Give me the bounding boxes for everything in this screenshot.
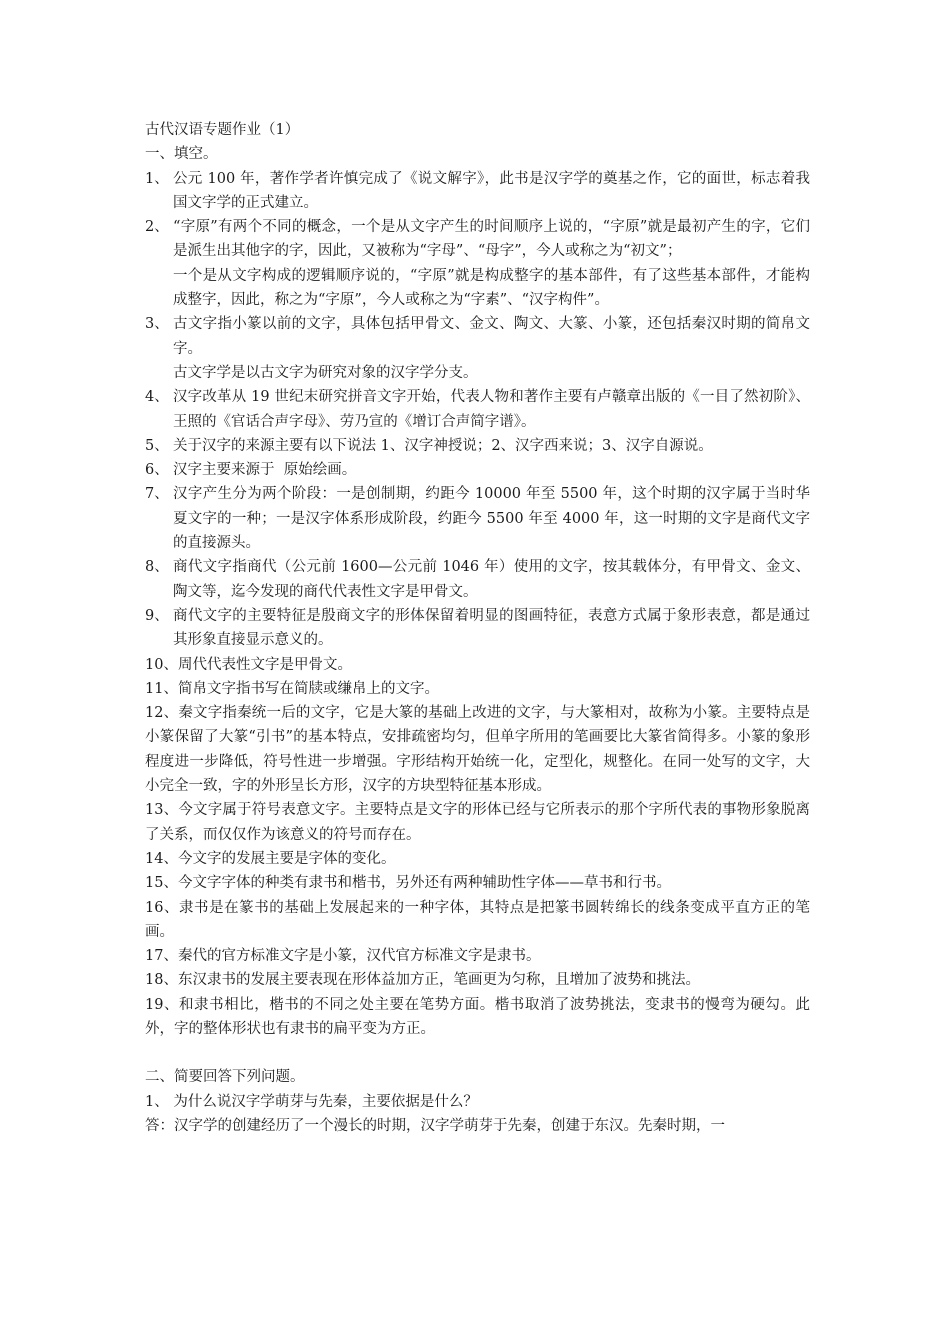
list-item-13: 13、今文字属于符号表意文字。主要特点是文字的形体已经与它所表示的那个字所代表的事物形象脱离了关系，而仅仅作为该意义的符号而存在。 <box>145 802 810 843</box>
document-title: 古代汉语专题作业（1） <box>145 122 300 138</box>
item-number: 6、 <box>145 462 169 479</box>
item-text: 关于汉字的来源主要有以下说法 1、汉字神授说；2、汉字西来说；3、汉字自源说。 <box>173 437 713 454</box>
item-number: 5、 <box>145 437 169 454</box>
list-item-14: 14、今文字的发展主要是字体的变化。 <box>145 850 396 867</box>
list-item <box>145 312 810 385</box>
list-item <box>145 385 810 434</box>
item-number: 9、 <box>145 607 169 624</box>
list-item <box>145 215 810 312</box>
item-number: 4、 <box>145 389 169 406</box>
list-item <box>145 458 810 482</box>
item-text: 汉字主要来源于 原始绘画。 <box>173 462 357 479</box>
document-page <box>145 118 810 1138</box>
list-item-10: 10、周代代表性文字是甲骨文。 <box>145 656 352 673</box>
list-item <box>145 434 810 458</box>
item-text: 一个是从文字构成的逻辑顺序说的，“字原”就是构成整字的基本部件，有了这些基本部件，才能构成整字，因此，称之为“字原”，今人或称之为“字素”、“汉字构件”。 <box>173 267 810 309</box>
item-number: 3、 <box>145 316 169 333</box>
list-item-12: 12、秦文字指秦统一后的文字，它是大篆的基础上改进的文字，与大篆相对，故称为小篆。主要特点是小篆保留了大篆“引书”的基本特点，安排疏密均匀，但单字所用的笔画要比大篆省简得多。小篆的象形程度进一步降低，符号性进一步增强。字形结构开始统一化，定型化，规整化。在同一处写的文字，大小完全一致，字的外形呈长方形，汉字的方块型特征基本形成。 <box>145 705 810 795</box>
section-2-heading: 二、简要回答下列问题。 <box>145 1069 305 1086</box>
list-item-17: 17、秦代的官方标准文字是小篆，汉代官方标准文字是隶书。 <box>145 948 541 965</box>
item-text: 古文字指小篆以前的文字，具体包括甲骨文、金文、陶文、大篆、小篆，还包括秦汉时期的简帛文字。 <box>173 316 810 357</box>
list-item <box>145 555 810 604</box>
section-spacer <box>145 1041 810 1065</box>
item-text: 商代文字的主要特征是殷商文字的形体保留着明显的图画特征，表意方式属于象形表意，都是通过其形象直接显示意义的。 <box>173 607 810 649</box>
item-text: 汉字改革从 19 世纪末研究拼音文字开始，代表人物和著作主要有卢赣章出版的《一目了然初阶》、王照的《官话合声字母》、劳乃宣的《增订合声简字谱》。 <box>173 389 810 430</box>
item-text: 古文字学是以古文字为研究对象的汉字学分支。 <box>173 364 478 381</box>
list-item <box>145 604 810 653</box>
item-number: 8、 <box>145 559 169 576</box>
list-item <box>145 167 810 216</box>
section-1-heading: 一、填空。 <box>145 146 218 163</box>
item-number: 1、 <box>145 170 169 187</box>
item-text: 公元 100 年，著作学者许慎完成了《说文解字》，此书是汉字学的奠基之作，它的面世，标志着我国文字学的正式建立。 <box>173 170 810 211</box>
list-item-15: 15、今文字字体的种类有隶书和楷书，另外还有两种辅助性字体——草书和行书。 <box>145 875 671 892</box>
item-text: 商代文字指商代（公元前 1600—公元前 1046 年）使用的文字，按其载体分，有甲骨文、金文、陶文等，迄今发现的商代代表性文字是甲骨文。 <box>173 559 810 600</box>
list-item-11: 11、简帛文字指书写在简牍或缣帛上的文字。 <box>145 680 439 697</box>
item-text: “字原”有两个不同的概念，一个是从文字产生的时间顺序上说的，“字原”就是最初产生的字，它们是派生出其他字的字，因此，又被称为“字母”、“母字”，今人或称之为“初文”； <box>173 219 810 260</box>
item-number: 7、 <box>145 486 169 503</box>
list-item-18: 18、东汉隶书的发展主要表现在形体益加方正，笔画更为匀称，且增加了波势和挑法。 <box>145 972 700 989</box>
answer-1: 答：汉字学的创建经历了一个漫长的时期，汉字学萌芽于先秦，创建于东汉。先秦时期，一 <box>145 1117 725 1134</box>
item-number: 2、 <box>145 219 169 236</box>
item-text: 汉字产生分为两个阶段：一是创制期，约距今 10000 年至 5500 年，这个时期的汉字属于当时华夏文字的一种；一是汉字体系形成阶段，约距今 5500 年至 4000 年，这一时期的文字是商代文字的直接源头。 <box>173 486 810 552</box>
list-item-19: 19、和隶书相比，楷书的不同之处主要在笔势方面。楷书取消了波势挑法，变隶书的慢弯为硬勾。此外，字的整体形状也有隶书的扁平变为方正。 <box>145 996 810 1037</box>
question-1: 1、 为什么说汉字学萌芽与先秦，主要依据是什么？ <box>145 1093 478 1110</box>
list-item-16: 16、隶书是在篆书的基础上发展起来的一种字体，其特点是把篆书圆转绵长的线条变成平直方正的笔画。 <box>145 899 810 940</box>
list-item <box>145 482 810 555</box>
